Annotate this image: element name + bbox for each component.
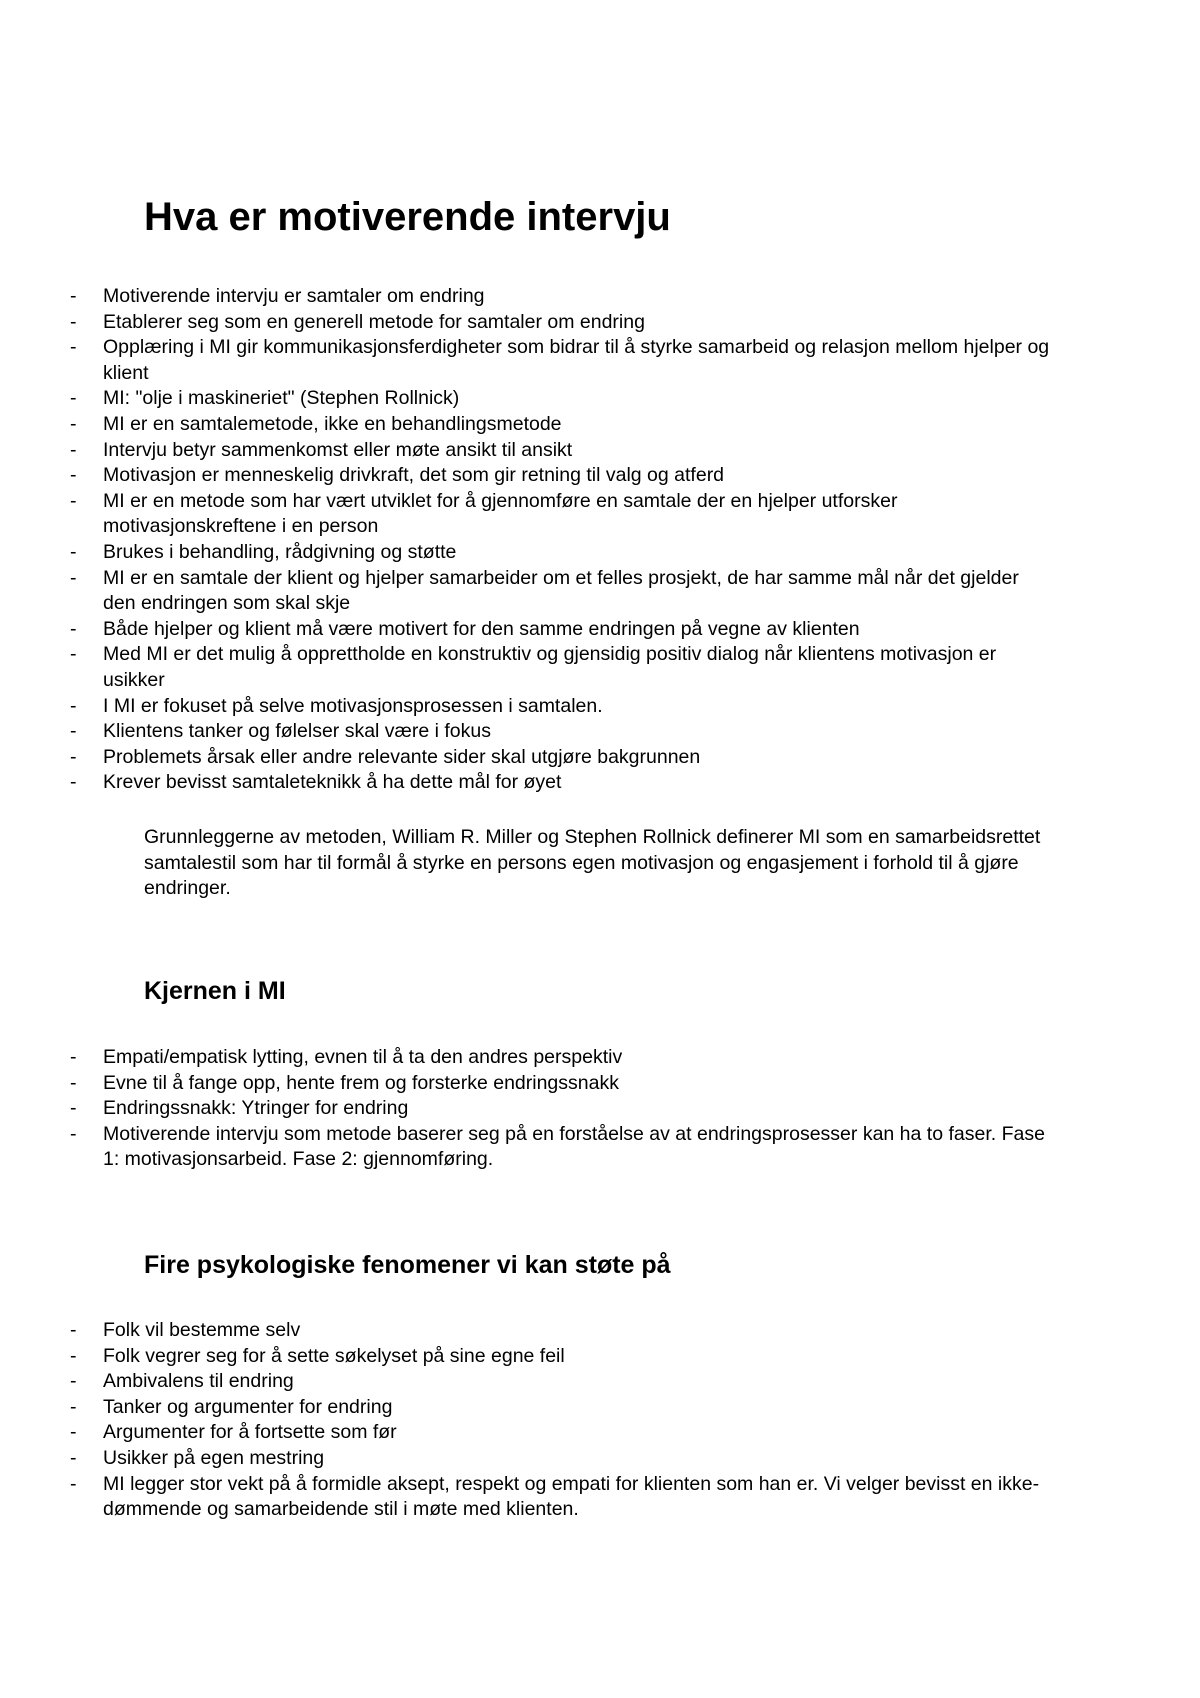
list-item-text: Empati/empatisk lytting, evnen til å ta den andres perspektiv (103, 1046, 623, 1068)
bullet-dash: - (70, 336, 77, 359)
page-title: Hva er motiverende intervju (144, 195, 671, 239)
list-item-text: Endringssnakk: Ytringer for endring (103, 1097, 409, 1120)
list-item-text: Motiverende intervju som metode baserer seg på en forståelse av at endringsprosesser kan ha to faser. Fase 1: motivasjonsarbeid. Fase 2: gjennomføring. (103, 1122, 1045, 1171)
list-item-text: I MI er fokuset på selve motivasjonsprosessen i samtalen. (103, 694, 603, 717)
bullet-dash: - (70, 720, 77, 743)
section-heading-phenomena: Fire psykologiske fenomener vi kan støte på (144, 1251, 671, 1279)
list-item-text: Med MI er det mulig å opprettholde en konstruktiv og gjensidig positiv dialog når klientens motivasjon er usikker (103, 643, 997, 691)
bullet-dash: - (70, 412, 77, 435)
intro-paragraph: Grunnleggerne av metoden, William R. Miller og Stephen Rollnick definerer MI som en samarbeidsrettet samtalestil som har til formål å styrke en persons egen motivasjon og engasjement i forhold til å gjøre endringer. (144, 826, 1041, 900)
list-item-text: MI er en samtale der klient og hjelper samarbeider om et felles prosjekt, de har samme mål når det gjelder den endringen som skal skje (103, 566, 1019, 615)
list-item (0, 1318, 1200, 1344)
list-item-text: Ambivalens til endring (103, 1370, 294, 1393)
list-item (0, 386, 1200, 412)
list-item (0, 719, 1200, 745)
list-item-text: Motiverende intervju er samtaler om endring (103, 285, 485, 307)
list-item-text: Problemets årsak eller andre relevante sider skal utgjøre bakgrunnen (103, 745, 701, 768)
list-item (0, 1071, 1200, 1097)
list-item-text: MI er en metode som har vært utviklet for å gjennomføre en samtale der en hjelper utforsker motivasjonskreftene i en person (103, 489, 898, 538)
bullet-dash: - (70, 1472, 77, 1495)
bullet-dash: - (70, 643, 77, 666)
list-item-text: MI legger stor vekt på å formidle aksept, respekt og empati for klienten som han er. Vi velger bevisst en ikke-dømmende og samarbeidende stil i møte med klienten. (103, 1472, 1040, 1521)
bullet-dash: - (70, 438, 77, 461)
list-item (0, 335, 1200, 386)
list-item-text: Tanker og argumenter for endring (103, 1395, 393, 1418)
bullet-dash: - (70, 617, 77, 640)
intro-list (0, 284, 1200, 796)
list-item (0, 1472, 1200, 1523)
list-item (0, 1420, 1200, 1446)
list-item-text: Brukes i behandling, rådgivning og støtte (103, 540, 457, 563)
list-item (0, 694, 1200, 720)
bullet-dash: - (70, 1319, 77, 1341)
list-item (0, 745, 1200, 771)
bullet-dash: - (70, 1097, 77, 1120)
bullet-dash: - (70, 1344, 77, 1367)
list-item (0, 489, 1200, 540)
core-list (0, 1045, 1200, 1173)
bullet-dash: - (70, 771, 77, 794)
list-item-text: MI: "olje i maskineriet" (Stephen Rollnick) (103, 387, 460, 410)
list-item-text: Argumenter for å fortsette som før (103, 1421, 397, 1444)
list-item (0, 642, 1200, 693)
bullet-dash: - (70, 310, 77, 333)
list-item-text: Evne til å fange opp, hente frem og forsterke endringssnakk (103, 1071, 619, 1094)
bullet-dash: - (70, 387, 77, 410)
bullet-dash: - (70, 1421, 77, 1444)
list-item-text: Usikker på egen mestring (103, 1446, 325, 1469)
list-item (0, 770, 1200, 796)
list-item (0, 1344, 1200, 1370)
list-item (0, 1122, 1200, 1173)
bullet-dash: - (70, 566, 77, 589)
list-item (0, 284, 1200, 310)
bullet-dash: - (70, 694, 77, 717)
list-item (0, 566, 1200, 617)
list-item (0, 463, 1200, 489)
list-item-text: Klientens tanker og følelser skal være i fokus (103, 720, 492, 743)
bullet-dash: - (70, 1071, 77, 1094)
bullet-dash: - (70, 1122, 77, 1145)
list-item-text: Folk vegrer seg for å sette søkelyset på sine egne feil (103, 1344, 565, 1367)
bullet-dash: - (70, 1446, 77, 1469)
list-item-text: Krever bevisst samtaleteknikk å ha dette mål for øyet (103, 771, 562, 794)
bullet-dash: - (70, 489, 77, 512)
list-item-text: Folk vil bestemme selv (103, 1319, 301, 1341)
list-item (0, 1446, 1200, 1472)
list-item (0, 310, 1200, 336)
bullet-dash: - (70, 745, 77, 768)
list-item (0, 412, 1200, 438)
list-item (0, 1096, 1200, 1122)
list-item (0, 1395, 1200, 1421)
bullet-dash: - (70, 285, 77, 307)
bullet-dash: - (70, 540, 77, 563)
bullet-dash: - (70, 464, 77, 487)
list-item-text: Opplæring i MI gir kommunikasjonsferdigheter som bidrar til å styrke samarbeid og relasjon mellom hjelper og klient (103, 336, 1050, 384)
bullet-dash: - (70, 1046, 77, 1068)
phenomena-list (0, 1318, 1200, 1523)
list-item-text: Både hjelper og klient må være motivert for den samme endringen på vegne av klienten (103, 617, 860, 640)
list-item (0, 540, 1200, 566)
list-item-text: Motivasjon er menneskelig drivkraft, det som gir retning til valg og atferd (103, 464, 725, 487)
list-item (0, 438, 1200, 464)
list-item-text: MI er en samtalemetode, ikke en behandlingsmetode (103, 412, 562, 435)
bullet-dash: - (70, 1395, 77, 1418)
list-item (0, 1369, 1200, 1395)
list-item-text: Etablerer seg som en generell metode for samtaler om endring (103, 310, 645, 333)
list-item-text: Intervju betyr sammenkomst eller møte ansikt til ansikt (103, 438, 573, 461)
bullet-dash: - (70, 1370, 77, 1393)
list-item (0, 1045, 1200, 1071)
list-item (0, 617, 1200, 643)
section-heading-core: Kjernen i MI (144, 977, 286, 1005)
